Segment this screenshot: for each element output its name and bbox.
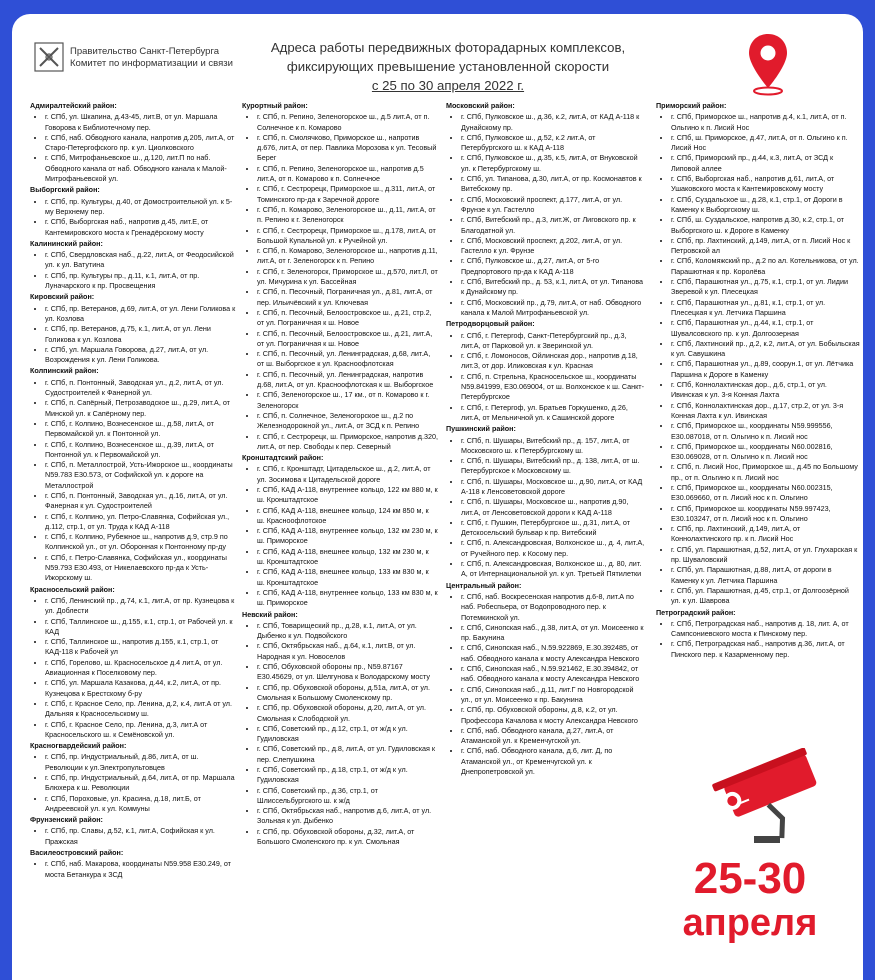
address-item: • г. СПб, Свердловская наб., д.22, лит.А, от Феодосийской ул. к ул. Ватутина [45, 250, 236, 271]
address-item: • г. СПб, п. Сапёрный, Петрозаводское ш., д.29, лит.А, от Минской ул. к Сапёрному пер. [45, 398, 236, 419]
address-item: • г. СПб, г. Красное Село, пр. Ленина, д.2, к.4, лит.А от ул. Дальняя к Красносельскому ш. [45, 699, 236, 720]
address-list [30, 596, 236, 740]
address-item: • г. СПб, п. Смолячково, Приморское ш., напротив д.676, лит.А, от пер. Павлика Морозова к ул. Тесовый Берег [257, 133, 438, 164]
address-item: • г. СПб, г. Пушкин, Петербургское ш., д.31, лит.А, от Детскосельский бульвар к пр. Витебский [461, 518, 646, 539]
address-item: • г. СПб, ш. Приморское, д.47, лит.А, от п. Ольгино к п. Лисий Нос [671, 133, 860, 154]
address-item: • г. СПб, ш. Суздальское, напротив д.30, к.2, стр.1, от Выборгского ш. к Дороге в Каменку [671, 215, 860, 236]
address-item: • г. СПб, КАД А-118, внутреннее кольцо, 132 км 230 м, к ш. Приморское [257, 526, 438, 547]
address-item: • г. СПб, ул. Парашютная, д.52, лит.А, от ул. Глухарская к пр. Шуваловский [671, 545, 860, 566]
address-item: • г. СПб, Октябрьская наб., напротив д.6, лит.А, от ул. Зольная к ул. Дыбенко [257, 806, 438, 827]
address-item: • г. СПб, г. Сестрорецк, Приморское ш., д.311, лит.А, от Томинского пр-да к Заречной дороге [257, 184, 438, 205]
district-heading: Курортный район: [242, 101, 308, 110]
address-item: • г. СПб, п. Понтонный, Заводская ул., д.2, лит.А, от ул. Судостроителей к Фанерной ул. [45, 378, 236, 399]
address-item: • г. СПб, п. Комарово, Зеленогорское ш., д.11, лит.А, от п. Репино к г. Зеленогорск [257, 205, 438, 226]
district-heading: Кировский район: [30, 292, 95, 302]
column-1 [30, 100, 236, 881]
address-item: • г. СПб, п. Шушары, Московское ш., д.90, лит.А, от КАД А-118 к Ленсоветовской дороге [461, 477, 646, 498]
address-item: • г. СПб, Парашютная ул., д.44, к.1, стр.1, от Шувалсовского пр. к ул. Долгоозерная [671, 318, 860, 339]
district-heading: Фрунзенский район: [30, 815, 103, 825]
address-item: • г. СПб, п. Стрельна, Красносельское ш., координаты N59.841999, E30.069004, от ш. Волхонское к ш. Санкт-Петербургское [461, 372, 646, 403]
address-item: • г. СПб, Таллинское ш., напротив д.155, к.1, стр.1, от КАД-118 к Рабочей ул [45, 637, 236, 658]
address-item: • г. СПб, Коннолахтинская дор., д.17, стр.2, от ул. 3-я Конная Лахта к ул. Ивинская [671, 401, 860, 422]
address-item: • г. СПб, Парашютная ул., д.75, к.1, стр.1, от ул. Лидии Зверевой к ул. Плесецкая [671, 277, 860, 298]
address-list [242, 112, 438, 452]
address-item: • г. СПб, Обуховской обороны пр., N59.87167 E30.45629, от ул. Шелгунова к Володарскому мосту [257, 662, 438, 683]
district-heading: Петродворцовый район: [446, 319, 535, 329]
address-item: • г. СПб, г. Петро-Славянка, Софийская ул., координаты N59.793 E30.493, от Никелаевского пр-да к Усть-Ижорскому ш. [45, 553, 236, 584]
column-2 [242, 100, 438, 848]
address-item: • г. СПб, Советский пр., д.8, лит.А, от ул. Гудиловская к пер. Слепушкина [257, 744, 438, 765]
district-heading: Калининский район: [30, 238, 103, 248]
address-item: • г. СПб, Приморское ш. координаты N59.997423, E30.103247, от п. Лисий нос к п. Ольгино [671, 504, 860, 525]
address-list [242, 621, 438, 848]
address-item: • г. СПб, п. Александровская, Волхонское ш., д. 4, лит.А, от Ручейного пер. к Косому пер. [461, 538, 646, 559]
column-4 [656, 100, 860, 661]
address-list [30, 859, 236, 880]
address-item: • г. СПб, Московский проспект, д.202, лит.А, от ул. Гастелло к ул. Фрунзе [461, 236, 646, 257]
page-title [248, 38, 648, 95]
district-heading: Московский район: [446, 101, 515, 110]
address-item: • г. СПб, КАД А-118, внутреннее кольцо, 133 км 830 м, к ш. Приморское [257, 588, 438, 609]
address-item: • г. СПб, Синопская наб., N.59.922869, E.30.392485, от наб. Обводного канала к мосту Александра Невского [461, 643, 646, 664]
district-heading: Петроградский район: [656, 607, 736, 617]
title-line2: фиксирующих превышение установленной скорости [286, 59, 610, 74]
address-list [30, 378, 236, 584]
address-item: • г. СПб, п. Комарово, Зеленогорское ш., напротив д.11, лит.А, от г. Зеленогорск к п. Репино [257, 246, 438, 267]
address-item: • г. СПб, г. Колпино, Вознесенское ш., д.58, лит.А, от Первомайской ул. к Понтонной ул. [45, 419, 236, 440]
address-item: • г. СПб, Витебский пр., д. 53, к.1, лит.А, от ул. Типанова к Дунайскому пр. [461, 277, 646, 298]
address-item: • г. СПб, пр. Обуховской обороны, д.8, к.2, от ул. Профессора Качалова к мосту Александра Невского [461, 705, 646, 726]
address-list [446, 592, 646, 777]
address-item: • г. СПб, Приморский пр., д.44, к.3, лит.А, от ЗСД к Липовой аллее [671, 153, 860, 174]
address-item: • г. СПб, ул. Шкапина, д.43-45, лит.В, от ул. Маршала Говорова к Библиотечному пер. [45, 112, 236, 133]
address-item: • г. СПб, г. Колпино, Рубежное ш., напротив д.9, стр.9 по Колпинской ул., от ул. Оборонная к Понтонному пр-ду [45, 532, 236, 553]
address-item: • г. СПб, пр. Ветеранов, д.75, к.1, лит.А, от ул. Лени Голикова к ул. Козлова [45, 324, 236, 345]
address-item: • г. СПб, ул. Маршала Говорова, д.27, лит.А, от ул. Возрождения к ул. Лени Голикова. [45, 345, 236, 366]
map-pin-icon [746, 32, 790, 96]
camera-icon [702, 748, 832, 848]
address-list [446, 436, 646, 580]
address-item: • г. СПб, КАД А-118, внешнее кольцо, 133 км 830 м, к ш. Кронштадтское [257, 567, 438, 588]
address-item: • г. СПб, Советский пр., д.18, стр.1, от ж/д к ул. Гудиловская [257, 765, 438, 786]
address-item: • г. СПб, Пороховые, ул. Красина, д.18, лит.Б, от Андреевской ул. к ул. Коммуны [45, 794, 236, 815]
district-heading: Кронштадтский район: [242, 453, 324, 463]
address-item: • г. СПб, г. Петергоф, Санкт-Петербургский пр., д.3, лит.А, от Парковой ул. к Зверинской ул. [461, 331, 646, 352]
address-list [242, 464, 438, 608]
address-item: • г. СПб, п. Александровская, Волхонское ш., д. 80, лит. А, от Интернациональной ул. к ул. Третьей Пятилетки [461, 559, 646, 580]
address-item: • г. СПб, Московский пр., д.79, лит.А, от наб. Обводного канала к Малой Митрофаньевской ул. [461, 298, 646, 319]
address-item: • г. СПб, п. Песочный, Белоостровское ш., д.21, лит.А, от ул. Пограничная к ш. Новое [257, 329, 438, 350]
address-item: • г. СПб, Выборгская наб., напротив д.45, лит.Е, от Кантемировского моста к Гренадёрскому мосту [45, 217, 236, 238]
address-item: • г. СПб, г. Сестрорецк, ш. Приморское, напротив д.320, лит.А, от пер. Свободы к пер. Северный [257, 432, 438, 453]
address-item: • г. СПб, пр. Славы, д.52, к.1, лит.А, Софийская к ул. Пражская [45, 826, 236, 847]
address-item: • г. СПб, ул. Парашютная, д.45, стр.1, от Долгоозёрной ул. к ул. Шаврова [671, 586, 860, 607]
address-item: • г. СПб, г. Петергоф, ул. Братьев Горкушенко, д.26, лит.А, от Мельничной ул. к Сашинской дороге [461, 403, 646, 424]
address-item: • г. СПб, п. Металлострой, Усть-Ижорское ш., координаты N59.783 E30.573, от Софийской ул. к дороге на Металлострой [45, 460, 236, 491]
address-item: • г. СПб, Пулковское ш., д.36, к.2, лит.А, от КАД А-118 к Дунайскому пр. [461, 112, 646, 133]
address-item: • г. СПб, Синопская наб., д.11, лит.Г по Новгородской ул., от ул. Моисеенко к пр. Бакунина [461, 685, 646, 706]
district-heading: Василеостровский район: [30, 848, 124, 858]
address-item: • г. СПб, п. Понтонный, Заводская ул., д.16, лит.А, от ул. Фанерная к ул. Судостроителей [45, 491, 236, 512]
address-item: • г. СПб, пр. Обуховской обороны, д.20, лит.А, от ул. Смольная к Слободской ул. [257, 703, 438, 724]
address-item: • г. СПб, ул. Типанова, д.30, лит.А, от пр. Космонавтов к Витебскому пр. [461, 174, 646, 195]
district-heading: Красносельский район: [30, 584, 115, 594]
address-item: • г. СПб, Московский проспект, д.177, лит.А, от ул. Фрунзе к ул. Гастелло [461, 195, 646, 216]
address-item: • г. СПб, Зеленогорское ш., 17 км., от п. Комарово к г. Зеленогорск [257, 390, 438, 411]
address-list [446, 331, 646, 424]
address-item: • г. СПб, наб. Обводного канала, напротив д.205, лит.А, от Старо-Петергофского пр. к ул. Циолковского [45, 133, 236, 154]
address-item: • г. СПб, наб. Воскресенская напротив д.6-8, лит.А по наб. Робеспьера, от Водопроводного пер. к Потемкинской ул. [461, 592, 646, 623]
district-heading: Пушкинский район: [446, 424, 516, 434]
address-item: • г. СПб, пр. Лахтинский, д.149, лит.А, от Коннолахтинского пр. к п. Лисий Нос [671, 524, 860, 545]
address-list [446, 112, 646, 318]
address-item: • г. СПб, Синопская наб., N.59.921462, E.30.394842, от наб. Обводного канала к мосту Александра Невского [461, 664, 646, 685]
address-item: • г. СПб, п. Шушары, Витебский пр., д. 157, лит.А, от Московского ш. к Петербургскому ш. [461, 436, 646, 457]
address-item: • г. СПб, Ленинский пр., д.74, к.1, лит.А, от пр. Кузнецова к ул. Доблести [45, 596, 236, 617]
address-item: • г. СПб, п. Песочный, ул. Ленинградская, д.68, лит.А, от ш. Выборгское к ул. Красноофлотская [257, 349, 438, 370]
column-3 [446, 100, 646, 778]
address-item: • г. СПб, Товарищеский пр., д.28, к.1, лит.А, от ул. Дыбенко к ул. Подвойского [257, 621, 438, 642]
address-item: • г. СПб, Пулковское ш., д.35, к.5, лит.А, от Внуковской ул. к Петербургскому ш. [461, 153, 646, 174]
address-item: • г. СПб, пр. Культуры, д.40, от Домостроительной ул. к 5-му Верхнему пер. [45, 197, 236, 218]
address-item: • г. СПб, п. Лисий Нос, Приморское ш., д.45 по Большому пр., от п. Ольгино к п. Лисий нос [671, 462, 860, 483]
district-heading: Приморский район: [656, 101, 727, 110]
address-item: • г. СПб, п. Песочный, ул. Ленинградская, напротив д.68, лит.А, от ул. Красноофлотская к ш. Выборгское [257, 370, 438, 391]
district-heading: Центральный район: [446, 580, 522, 590]
address-item: • г. СПб, Коломяжский пр., д.2 по ал. Котельникова, от ул. Парашютная к пр. Королёва [671, 256, 860, 277]
address-item: • г. СПб, Приморское ш., координаты N59.999556, E30.087018, от п. Ольгино к п. Лисий нос [671, 421, 860, 442]
address-item: • г. СПб, г. Колпино, Вознесенское ш., д.39, лит.А, от Понтонной ул. к Первомайской ул. [45, 440, 236, 461]
address-list [656, 112, 860, 606]
address-item: • г. СПб, г. Красное Село, пр. Ленина, д.3, лит.А от Красносельского ш. к Семёновской ул. [45, 720, 236, 741]
address-item: • г. СПб, ул. Парашютная, д.88, лит.А, от дороги в Каменку к ул. Летчика Паршина [671, 565, 860, 586]
district-heading: Адмиралтейский район: [30, 101, 117, 110]
address-item: • г. СПб, Петроградская наб., напротив д. 18, лит. А, от Сампсониевского моста к Пинскому пер. [671, 619, 860, 640]
address-item: • г. СПб, пр. Обуховской обороны, д.32, лит.А, от Большого Смоленского пр. к ул. Смольная [257, 827, 438, 848]
big-month: апреля [682, 902, 818, 944]
address-item: • г. СПб, Витебский пр., д.3, лит.Ж, от Лиговского пр. к Благодатной ул. [461, 215, 646, 236]
address-item: • г. СПб, Парашютная ул., д.81, к.1, стр.1, от ул. Плесецкая к ул. Летчика Паршина [671, 298, 860, 319]
address-item: • г. СПб, Выборгская наб., напротив д.61, лит.А, от Ушаковского моста к Кантемировскому мосту [671, 174, 860, 195]
address-item: • г. СПб, Пулковское ш., д.27, лит.А, от 5-го Предпортового пр-да к КАД А-118 [461, 256, 646, 277]
address-list [30, 826, 236, 847]
address-item: • г. СПб, Октябрьская наб., д.64, к.1, лит.В, от ул. Народная к ул. Новоселов [257, 641, 438, 662]
address-list [30, 250, 236, 291]
address-item: • г. СПб, пр. Ветеранов, д.69, лит.А, от ул. Лени Голикова к ул. Козлова [45, 304, 236, 325]
address-item: • г. СПб, г. Ломоносов, Ойлинская дор., напротив д.18, лит.З, от дор. Иликовская к ул. Красная [461, 351, 646, 372]
title-line1: Адреса работы передвижных фоторадарных комплексов, [270, 40, 626, 55]
poster-card [12, 14, 863, 980]
district-heading: Выборгский район: [30, 185, 100, 195]
address-item: • г. СПб, п. Шушары, Московское ш., напротив д.90, лит.А, от Ленсоветовской дороги к КАД А-118 [461, 497, 646, 518]
address-item: • г. СПб, ул. Маршала Казакова, д.44, к.2, лит.А, от пр. Кузнецова к Брестскому б-ру [45, 678, 236, 699]
coat-of-arms-icon [34, 42, 64, 72]
address-list [30, 112, 236, 184]
address-item: • г. СПб, Петроградская наб., напротив д.36, лит.А, от Пинского пер. к Казарменному пер. [671, 639, 860, 660]
big-dates: 25-30 [693, 854, 807, 903]
address-item: • г. СПб, Синопская наб., д.38, лит.А, от ул. Моисеенко к пр. Бакунина [461, 623, 646, 644]
address-item: • г. СПб, Советский пр., д.12, стр.1, от ж/д к ул. Гудиловская [257, 724, 438, 745]
org-line1: Правительство Санкт-Петербурга [70, 46, 219, 57]
address-item: • г. СПб, Приморское ш., координаты N60.002816, E30.069028, от п. Ольгино к п. Лисий нос [671, 442, 860, 463]
address-item: • г. СПб, наб. Обводного канала, д.6, лит. Д, по Атаманской ул., от Кременчугской ул. к Днепропетровской ул. [461, 746, 646, 777]
address-list [30, 752, 236, 814]
address-list [30, 304, 236, 366]
address-item: • г. СПб, пр. Культуры пр., д.11, к.1, лит.А, от пр. Луначарского к пр. Просвещения [45, 271, 236, 292]
address-item: • г. СПб, п. Солнечное, Зеленогорское ш., д.2 по Железнодорожной ул., лит.А, от ЗСД к п. Репино [257, 411, 438, 432]
address-item: • г. СПб, наб. Обводного канала, д.27, лит.А, от Атаманской ул. к Кременчугской ул. [461, 726, 646, 747]
address-item: • г. СПб, Пулковское ш., д.52, к.2 лит.А, от Петербургского ш. к КАД А-118 [461, 133, 646, 154]
address-item: • г. СПб, пр. Обуховской обороны, д.51а, лит.А, от ул. Смольная к Большому Смоленскому пр. [257, 683, 438, 704]
header-logo [34, 42, 234, 82]
address-item: • г. СПб, Коннолахтинская дор., д.6, стр.1, от ул. Ивинская к ул. 3-я Конная Лахта [671, 380, 860, 401]
address-item: • г. СПб, г. Колпино, ул. Петро-Славянка, Софийская ул., д.112, стр.1, от ул. Труда к КАД А-118 [45, 512, 236, 533]
address-item: • г. СПб, пр. Индустриальный, д.64, лит.А, от пр. Маршала Блюхера к ш. Революции [45, 773, 236, 794]
address-item: • г. СПб, г. Кронштадт, Цитадельское ш., д.2, лит.А, от ул. Зосимова к Цитадельской дороге [257, 464, 438, 485]
address-item: • г. СПб, г. Сестрорецк, Приморское ш., д.178, лит.А, от Большой Купальной ул. к Ручейной ул. [257, 226, 438, 247]
address-item: • г. СПб, Таллинское ш., д.155, к.1, стр.1, от Рабочей ул. к КАД [45, 617, 236, 638]
address-item: • г. СПб, Приморское ш., координаты N60.002315, E30.069660, от п. Лисий нос к п. Ольгино [671, 483, 860, 504]
title-dates: с 25 по 30 апреля 2022 г. [371, 78, 525, 93]
address-item: • г. СПб, КАД А-118, внешнее кольцо, 132 км 230 м, к ш. Кронштадтское [257, 547, 438, 568]
address-list [656, 619, 860, 660]
district-heading: Красногвардейский район: [30, 741, 127, 751]
address-item: • г. СПб, КАД А-118, внутреннее кольцо, 122 км 880 м, к ш. Кронштадтское [257, 485, 438, 506]
address-item: • г. СПб, п. Репино, Зеленогорское ш., напротив д.5 лит.А, от п. Комарово к п. Солнечное [257, 164, 438, 185]
address-item: • г. СПб, г. Зеленогорск, Приморское ш., д.570, лит.Л, от ул. Мичурина к ул. Бассейная [257, 267, 438, 288]
address-item: • г. СПб, Митрофаньевское ш., д.120, лит.П по наб. Обводного канала от наб. Обводного канала к Малой-Митрофаньевской ул. [45, 153, 236, 184]
address-list [30, 197, 236, 238]
address-item: • г. СПб, пр. Индустриальный, д.86, лит.А, от ш. Революции к ул.Электропультовцев [45, 752, 236, 773]
org-line2: Комитет по информатизации и связи [70, 58, 233, 69]
address-item: • г. СПб, Парашютная ул., д.89, соорун.1, от ул. Лётчика Паршина к Дороге в Каменку [671, 359, 860, 380]
address-item: • г. СПб, п. Шушары, Витебский пр., д. 138, лит.А, от ш. Петербургское к Московскому ш. [461, 456, 646, 477]
address-item: • г. СПб, Приморское ш., напротив д.4, к.1, лит.А, от п. Ольгино к п. Лисий Нос [671, 112, 860, 133]
address-item: • г. СПб, наб. Макарова, координаты N59.958 E30.249, от моста Бетанкура к ЗСД [45, 859, 236, 880]
address-item: • г. СПб, пр. Лахтинский, д.149, лит.А, от п. Лисий Нос к Петровской ал [671, 236, 860, 257]
address-item: • г. СПб, п. Песочный, Пограничная ул., д.81, лит.А, от пер. Ильичёвский к ул. Ключевая [257, 287, 438, 308]
address-item: • г. СПб, КАД А-118, внешнее кольцо, 124 км 850 м, к ш. Красноофлотское [257, 506, 438, 527]
address-item: • г. СПб, п. Песочный, Белоостровское ш., д.21, стр.2, от ул. Пограничная к ш. Новое [257, 308, 438, 329]
district-heading: Невский район: [242, 609, 298, 619]
address-item: • г. СПб, Суздальское ш., д.28, к.1, стр.1, от Дороги в Каменку к Выборгскому ш. [671, 195, 860, 216]
address-item: • г. СПб, Лахтинский пр., д.2, к.2, лит.А, от ул. Бобыльская к ул. Савушкина [671, 339, 860, 360]
address-item: • г. СПб, Советский пр., д.36, стр.1, от Шлиссельбургского ш. к ж/д [257, 786, 438, 807]
address-item: • г. СПб, Горелово, ш. Красносельское д.4 лит.А, от ул. Авиационная к Поселковому пер. [45, 658, 236, 679]
district-heading: Колпинский район: [30, 366, 99, 376]
address-item: • г. СПб, п. Репино, Зеленогорское ш., д.5 лит.А, от п. Солнечное к п. Комарово [257, 112, 438, 133]
